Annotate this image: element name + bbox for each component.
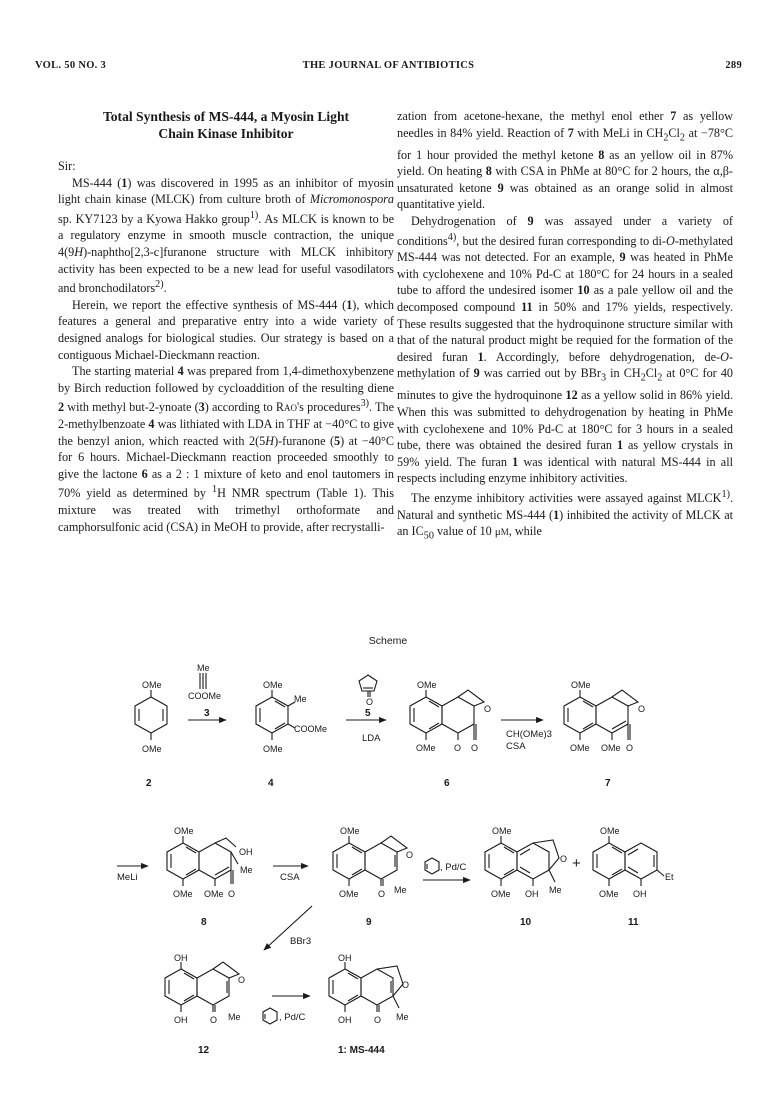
plus-sign: + xyxy=(572,855,581,872)
substituent-label: OH xyxy=(525,889,539,899)
substituent-label: OMe xyxy=(416,743,436,753)
substituent-label: O xyxy=(228,889,236,899)
reagent-label-csa: CSA xyxy=(506,741,526,752)
compound-number: 3 xyxy=(204,708,210,719)
substituent-label: OMe xyxy=(173,889,193,899)
substituent-label: Me xyxy=(294,694,307,704)
compound-number: 9 xyxy=(366,917,372,928)
substituent-label: Me xyxy=(228,1012,241,1022)
molecule-1-ms444 xyxy=(329,962,403,1012)
substituent-label: OMe xyxy=(263,680,283,690)
compound-number-ms444: 1: MS-444 xyxy=(338,1045,385,1056)
running-header-journal: THE JOURNAL OF ANTIBIOTICS xyxy=(302,60,475,71)
substituent-label: OH xyxy=(338,1015,352,1025)
compound-number: 12 xyxy=(198,1045,210,1056)
compound-number: 2 xyxy=(146,778,152,789)
substituent-label: OMe xyxy=(571,680,591,690)
substituent-label: O xyxy=(374,1015,382,1025)
substituent-label: O xyxy=(560,854,568,864)
paragraph: The starting material 4 was prepared from 1,4-dimethoxybenzene by Birch reduction followed by cycloaddition of the resulting diene 2 with methyl but-2-ynoate (3) according to Rao's procedures$^{3)}$. The 2-methylbenzoate 4 was lithiated with LDA in THF at −40°C to give the benzyl anion, which reacted with 2(5H)-furanone (5) at −40°C for 6 hours. Michael-Dieckmann reaction proceeded smoothly to give the lactone 6 as a 2 : 1 mixture of keto and enol tautomers in 70% yield as determined by $^1$H NMR spectrum (Table 1). This mixture was treated with trimethyl orthoformate and camphorsulfonic acid (CSA) in MeOH to provide, after recrystalli- xyxy=(58,364,395,534)
substituent-label: OMe xyxy=(142,744,162,754)
molecule-8 xyxy=(167,836,238,886)
substituent-label: O xyxy=(366,697,374,707)
substituent-label: O xyxy=(378,889,386,899)
substituent-label: OH xyxy=(174,953,188,963)
running-header-volume: VOL. 50 NO. 3 xyxy=(35,60,107,71)
paragraph: Dehydrogenation of 9 was assayed under a variety of conditions$^{4)}$, but the desired furan corresponding to di-O-methylated MS-444 was not detected. For an example, 9 was heated in PhMe with cyclohexene and 10% Pd-C at 180°C for 24 hours in a sealed tube to afford the undesired isomer 10 as a pale yellow oil and the decomposed compound 11 in 50% and 17% yields, respectively. These results suggested that the hydroquinone structure similar with that of the natural product might be requied for the formation of the desired furan 1. Accordingly, before dehydrogenation, de-O-methylation of 9 was carried out by BBr$_3$ in $CH_2Cl_2$ at 0°C for 40 minutes to give the hydroquinone 12 as a yellow solid in 86% yield. When this was submitted to dehydrogenation by heating in PhMe with cyclohexene and 10% Pd-C at 180°C for 3 hours in a sealed tube, there was obtained the desired furan 1 as yellow crystals in 59% yield. The furan 1 was identical with natural MS-444 in all respects including enzyme inhibitory activities. xyxy=(397,214,734,486)
substituent-label: Me xyxy=(549,885,562,895)
substituent-label: Me xyxy=(396,1012,409,1022)
reagent-label-csa: CSA xyxy=(280,872,300,883)
scheme-title: Scheme xyxy=(368,635,408,647)
substituent-label: OH xyxy=(239,847,253,857)
title-line-1: Total Synthesis of MS-444, a Myosin Light xyxy=(102,109,350,124)
substituent-label: OMe xyxy=(339,889,359,899)
reagent-label-pdc: , Pd/C xyxy=(279,1012,306,1023)
salutation: Sir: xyxy=(58,159,76,173)
compound-number: 5 xyxy=(365,708,371,719)
substituent-label: Et xyxy=(665,872,674,882)
substituent-label: OH xyxy=(174,1015,188,1025)
substituent-label: OMe xyxy=(599,889,619,899)
molecule-12 xyxy=(165,962,239,1012)
paragraph: The enzyme inhibitory activities were assayed against MLCK$^{1)}$. Natural and synthetic MS-444 (1) inhibited the activity of MLCK at an $IC_{50}$ value of 10 μm, while xyxy=(397,489,733,542)
substituent-label: Me xyxy=(197,663,210,673)
page-number: 289 xyxy=(725,60,742,71)
cyclohexene-icon xyxy=(425,858,439,874)
compound-number: 4 xyxy=(268,778,274,789)
reagent-3-structure xyxy=(200,673,206,689)
molecule-2 xyxy=(135,690,167,740)
substituent-label: OMe xyxy=(601,743,621,753)
substituent-label: COOMe xyxy=(188,691,222,701)
substituent-label: OMe xyxy=(142,680,162,690)
substituent-label: OMe xyxy=(570,743,590,753)
substituent-label: O xyxy=(638,704,646,714)
substituent-label: OH xyxy=(338,953,352,963)
compound-number: 10 xyxy=(520,917,532,928)
substituent-label: O xyxy=(454,743,462,753)
molecule-9 xyxy=(333,836,407,886)
reagent-label-lda: LDA xyxy=(362,733,381,744)
substituent-label: Me xyxy=(394,885,407,895)
substituent-label: OH xyxy=(633,889,647,899)
substituent-label: OMe xyxy=(340,826,360,836)
molecule-10 xyxy=(485,836,559,886)
substituent-label: O xyxy=(210,1015,218,1025)
paragraph: zation from acetone-hexane, the methyl enol ether 7 as yellow needles in 84% yield. Reaction of 7 with MeLi in $CH_2Cl_2$ at −78°C for 1 hour provided the methyl ketone 8 as an yellow oil in 87% yield. On heating 8 with CSA in PhMe at 80°C for 2 hours, the α,β-unsaturated ketone 9 was obtained as an orange solid in almost quantitative yield. xyxy=(397,109,734,212)
substituent-label: Me xyxy=(240,865,253,875)
substituent-label: COOMe xyxy=(294,724,328,734)
molecule-4 xyxy=(256,690,295,740)
substituent-label: O xyxy=(238,975,246,985)
reagent-label-pdc: , Pd/C xyxy=(440,862,467,873)
paragraph: MS-444 (1) was discovered in 1995 as an inhibitor of myosin light chain kinase (MLCK) from culture broth of Micromonospora sp. KY7123 by a Kyowa Hakko group$^{1)}$. As MLCK is known to be a regulatory enzyme in smooth muscle contraction, the unique 4(9H)-naphtho[2,3-c]furanone structure with MLCK inhibitory activity has been expected to be a new lead for useful vasodilators and bronchodilators$^{2)}$. xyxy=(58,175,395,296)
compound-number: 8 xyxy=(201,917,207,928)
substituent-label: OMe xyxy=(174,826,194,836)
reagent-label-orthoformate: CH(OMe)3 xyxy=(506,729,552,740)
substituent-label: OMe xyxy=(417,680,437,690)
substituent-label: OMe xyxy=(600,826,620,836)
molecule-11 xyxy=(593,836,664,886)
molecule-7 xyxy=(564,690,638,740)
compound-number: 11 xyxy=(628,917,639,928)
compound-number: 6 xyxy=(444,778,450,789)
cyclohexene-icon xyxy=(263,1008,277,1024)
molecule-6 xyxy=(410,690,484,740)
substituent-label: OMe xyxy=(492,826,512,836)
substituent-label: O xyxy=(402,980,410,990)
substituent-label: OMe xyxy=(263,744,283,754)
reagent-label-meli: MeLi xyxy=(117,872,138,883)
substituent-label: OMe xyxy=(491,889,511,899)
substituent-label: OMe xyxy=(204,889,224,899)
title-line-2: Chain Kinase Inhibitor xyxy=(158,126,294,141)
compound-number: 7 xyxy=(605,778,611,789)
substituent-label: O xyxy=(406,850,414,860)
paragraph: Herein, we report the effective synthesis of MS-444 (1), which features a general and preparative entry into a wide variety of designed analogs for biological studies. Our strategy is based on a contiguous Michael-Dieckmann reaction. xyxy=(58,297,395,362)
substituent-label: O xyxy=(626,743,634,753)
reagent-label-bbr3: BBr3 xyxy=(290,936,312,947)
reagent-5-structure xyxy=(359,675,377,697)
substituent-label: O xyxy=(471,743,479,753)
substituent-label: O xyxy=(484,704,492,714)
